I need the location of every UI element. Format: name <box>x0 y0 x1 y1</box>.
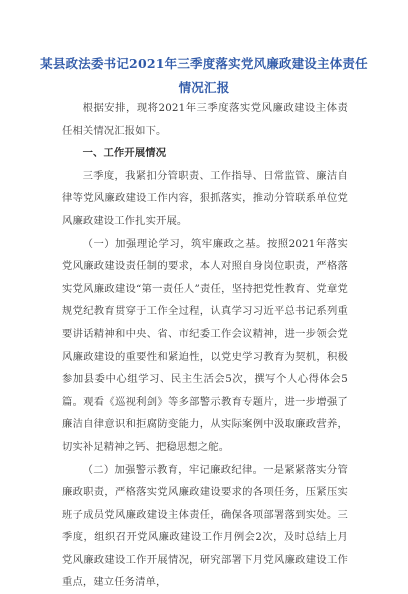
item-1-paragraph: （一）加强理论学习，筑牢廉政之基。按照2021年落实党风廉政建设责任制的要求，本人对照自身岗位职责，严格落实党风廉政建设“第一责任人”责任，坚持把党性教育、党章党规党纪教育贯穿于工作全过程，认真学习习近平总书记系列重要讲话精神和中央、省、市纪委工作会议精神，进一步领会党风廉政建设的重要性和紧迫性，以党史学习教育为契机，积极参加县委中心组学习、民主生活会5次，撰写个人心得体会5篇。观看《巡视利剑》等多部警示教育专题片，进一步增强了廉洁自律意识和拒腐防变能力，从实际案例中汲取廉政营养，切实补足精神之钙、把稳思想之舵。 <box>62 233 348 459</box>
document-title: 某县政法委书记2021年三季度落实党风廉政建设主体责任情况汇报 <box>40 52 368 100</box>
document-body <box>62 97 348 594</box>
intro-paragraph: 根据安排，现将2021年三季度落实党风廉政建设主体责任相关情况汇报如下。 <box>62 97 348 142</box>
item-2-paragraph: （二）加强警示教育，牢记廉政纪律。一是紧紧落实分管廉政职责，严格落实党风廉政建设要求的各项任务，压紧压实班子成员党风廉政建设主体责任，确保各项部署落到实处。三季度，组织召开党风廉政建设工作月例会2次，及时总结上月党风廉政建设工作开展情况，研究部署下月党风廉政建设工作重点，建立任务清单， <box>62 459 348 594</box>
section-heading: 一、工作开展情况 <box>62 142 348 165</box>
section-overview-paragraph: 三季度，我紧扣分管职责、工作指导、日常监管、廉洁自律等党风廉政建设工作内容，狠抓落实，推动分管联系单位党风廉政建设工作扎实开展。 <box>62 165 348 233</box>
